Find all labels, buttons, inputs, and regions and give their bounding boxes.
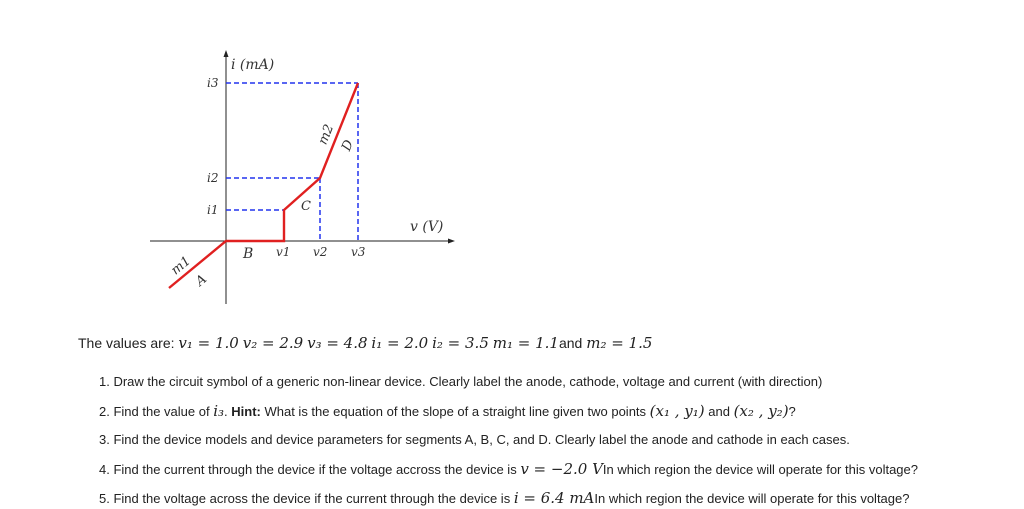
- x-axis-label: v (V): [410, 219, 444, 235]
- y-tick-i3: i3: [207, 76, 219, 90]
- question-item: [99, 460, 918, 478]
- x-axis-arrow: [448, 239, 455, 244]
- value-v1: v₁ = 1.0: [178, 334, 239, 352]
- question-text: Find the current through the device if the voltage accross the device is: [113, 462, 521, 477]
- dashed-guides: [226, 83, 358, 241]
- question-text: Find the value of: [113, 404, 214, 419]
- values-and: and: [558, 335, 583, 351]
- y-axis-label: i (mA): [231, 57, 275, 73]
- question-number: 4.: [99, 462, 110, 477]
- question-text: Find the voltage across the device if the current through the device is: [113, 491, 514, 506]
- values-prefix: The values are:: [78, 335, 179, 351]
- question-number: 3.: [99, 432, 110, 447]
- y-tick-i1: i1: [207, 203, 219, 217]
- hint-label: Hint:: [231, 404, 261, 419]
- iv-curve: [169, 83, 358, 288]
- question-item: [99, 402, 796, 420]
- question-item: [99, 432, 850, 447]
- y-tick-i2: i2: [207, 171, 219, 185]
- question-item: [99, 489, 909, 507]
- question-number: 2.: [99, 404, 110, 419]
- value-i2: i₂ = 3.5: [432, 334, 489, 352]
- segment-label-d: D: [339, 138, 357, 154]
- question-number: 5.: [99, 491, 110, 506]
- x-tick-v2: v2: [313, 245, 328, 259]
- math-point-1: (x₁ , y₁): [649, 402, 705, 420]
- y-axis-arrow: [224, 50, 229, 57]
- math-point-2: (x₂ , y₂): [733, 402, 789, 420]
- question-item: [99, 374, 822, 389]
- value-i1: i₁ = 2.0: [371, 334, 429, 352]
- question-number: 1.: [99, 374, 110, 389]
- slope-label-m2: m2: [315, 122, 338, 148]
- value-m1: m₁ = 1.1: [492, 334, 559, 352]
- question-text: Draw the circuit symbol of a generic non-linear device. Clearly label the anode, cathode, voltage and current (with direction): [113, 374, 823, 389]
- value-v2: v₂ = 2.9: [242, 334, 304, 352]
- x-tick-v1: v1: [276, 245, 291, 259]
- question-text: What is the equation of the slope of a straight line given two points: [260, 404, 650, 419]
- question-text: Find the device models and device parameters for segments A, B, C, and D. Clearly label the anode and cathode in each cases.: [113, 432, 850, 447]
- given-values: [78, 334, 652, 352]
- question-text: and: [708, 404, 730, 419]
- segment-label-c: C: [301, 199, 311, 214]
- math-i3: i₃: [213, 402, 225, 420]
- value-v3: v₃ = 4.8: [307, 334, 368, 352]
- x-tick-v3: v3: [351, 245, 366, 259]
- segment-label-a: A: [193, 271, 210, 290]
- segment-label-b: B: [243, 246, 254, 262]
- value-m2: m₂ = 1.5: [586, 334, 653, 352]
- question-text: In which region the device will operate for this voltage?: [594, 491, 910, 506]
- question-text: ?: [788, 404, 796, 419]
- slope-label-m1: m1: [168, 253, 194, 279]
- math-voltage: v = −2.0 V: [520, 460, 603, 478]
- math-current: i = 6.4 mA: [513, 489, 595, 507]
- question-text: .: [224, 404, 232, 419]
- question-text: In which region the device will operate for this voltage?: [602, 462, 918, 477]
